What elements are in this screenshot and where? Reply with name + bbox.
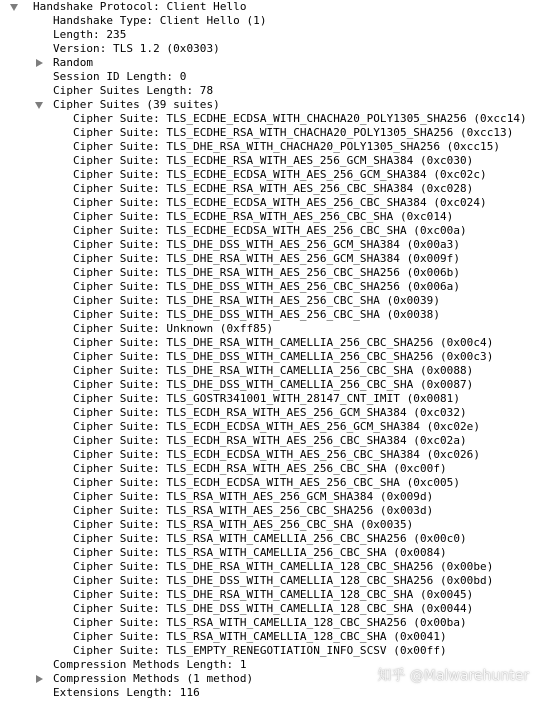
cipher-suite-label: Cipher Suite: TLS_ECDHE_ECDSA_WITH_CHACHA20_POLY1305_SHA256 (0xcc14) (73, 112, 527, 125)
cipher-suite-label: Cipher Suite: TLS_DHE_DSS_WITH_AES_256_GCM_SHA384 (0x00a3) (73, 238, 461, 251)
cipher-suite-row[interactable] (0, 294, 541, 308)
cipher-suite-row[interactable] (0, 616, 541, 630)
cipher-suite-row[interactable] (0, 532, 541, 546)
cipher-suite-label: Cipher Suite: TLS_DHE_DSS_WITH_CAMELLIA_128_CBC_SHA (0x0044) (73, 602, 474, 615)
cipher-suite-row[interactable] (0, 588, 541, 602)
extensions-length-label: Extensions Length: 116 (53, 686, 200, 699)
triangle-right-icon[interactable] (33, 672, 45, 686)
cipher-suite-label: Cipher Suite: TLS_DHE_DSS_WITH_AES_256_CBC_SHA256 (0x006a) (73, 280, 461, 293)
cipher-suite-row[interactable] (0, 308, 541, 322)
tree-row-version[interactable] (0, 42, 541, 56)
cipher-suite-label: Cipher Suite: TLS_ECDH_RSA_WITH_AES_256_CBC_SHA384 (0xc02a) (73, 434, 467, 447)
cipher-suites-length-label: Cipher Suites Length: 78 (53, 84, 214, 97)
cipher-suite-row[interactable] (0, 546, 541, 560)
cipher-suite-row[interactable] (0, 364, 541, 378)
cipher-suite-row[interactable] (0, 350, 541, 364)
cipher-suite-row[interactable] (0, 406, 541, 420)
cipher-suite-label: Cipher Suite: TLS_DHE_DSS_WITH_AES_256_CBC_SHA (0x0038) (73, 308, 440, 321)
cipher-suite-row[interactable] (0, 476, 541, 490)
tree-row-handshake-protocol[interactable] (0, 0, 541, 14)
cipher-suite-label: Cipher Suite: TLS_DHE_RSA_WITH_AES_256_GCM_SHA384 (0x009f) (73, 252, 461, 265)
tree-row-session-id-length[interactable] (0, 70, 541, 84)
cipher-suites-header-label: Cipher Suites (39 suites) (53, 98, 220, 111)
cipher-suite-label: Cipher Suite: TLS_ECDHE_RSA_WITH_AES_256_CBC_SHA (0xc014) (73, 210, 454, 223)
watermark: 知乎 @Malwarehunter (377, 668, 529, 684)
cipher-suite-label: Cipher Suite: TLS_RSA_WITH_AES_256_CBC_SHA (0x0035) (73, 518, 414, 531)
cipher-suite-list (0, 112, 541, 658)
cipher-suite-row[interactable] (0, 210, 541, 224)
cipher-suite-row[interactable] (0, 504, 541, 518)
cipher-suite-row[interactable] (0, 322, 541, 336)
cipher-suite-row[interactable] (0, 168, 541, 182)
version-label: Version: TLS 1.2 (0x0303) (53, 42, 220, 55)
triangle-down-icon[interactable] (8, 0, 20, 14)
cipher-suite-label: Cipher Suite: TLS_ECDHE_ECDSA_WITH_AES_256_CBC_SHA384 (0xc024) (73, 196, 487, 209)
cipher-suite-row[interactable] (0, 518, 541, 532)
tree-row-handshake-type[interactable] (0, 14, 541, 28)
cipher-suite-label: Cipher Suite: TLS_DHE_RSA_WITH_AES_256_CBC_SHA256 (0x006b) (73, 266, 461, 279)
triangle-down-icon[interactable] (33, 98, 45, 112)
cipher-suite-label: Cipher Suite: TLS_DHE_RSA_WITH_CAMELLIA_128_CBC_SHA256 (0x00be) (73, 560, 494, 573)
cipher-suite-row[interactable] (0, 266, 541, 280)
cipher-suite-label: Cipher Suite: TLS_DHE_RSA_WITH_CAMELLIA_256_CBC_SHA (0x0088) (73, 364, 474, 377)
cipher-suite-label: Cipher Suite: TLS_ECDH_RSA_WITH_AES_256_GCM_SHA384 (0xc032) (73, 406, 467, 419)
cipher-suite-row[interactable] (0, 490, 541, 504)
cipher-suite-row[interactable] (0, 140, 541, 154)
cipher-suite-row[interactable] (0, 280, 541, 294)
cipher-suite-row[interactable] (0, 182, 541, 196)
length-label: Length: 235 (53, 28, 127, 41)
cipher-suite-label: Cipher Suite: TLS_ECDHE_RSA_WITH_AES_256_GCM_SHA384 (0xc030) (73, 154, 474, 167)
cipher-suite-label: Cipher Suite: TLS_RSA_WITH_CAMELLIA_128_CBC_SHA256 (0x00ba) (73, 616, 467, 629)
cipher-suite-row[interactable] (0, 602, 541, 616)
cipher-suite-label: Cipher Suite: TLS_DHE_DSS_WITH_CAMELLIA_256_CBC_SHA (0x0087) (73, 378, 474, 391)
cipher-suite-row[interactable] (0, 644, 541, 658)
cipher-suite-row[interactable] (0, 154, 541, 168)
cipher-suite-label: Cipher Suite: TLS_DHE_RSA_WITH_CAMELLIA_128_CBC_SHA (0x0045) (73, 588, 474, 601)
cipher-suite-label: Cipher Suite: TLS_DHE_RSA_WITH_AES_256_CBC_SHA (0x0039) (73, 294, 440, 307)
cipher-suite-label: Cipher Suite: TLS_DHE_DSS_WITH_CAMELLIA_256_CBC_SHA256 (0x00c3) (73, 350, 494, 363)
cipher-suite-row[interactable] (0, 574, 541, 588)
cipher-suite-row[interactable] (0, 126, 541, 140)
tree-row-compression-methods-length[interactable] (0, 658, 541, 672)
cipher-suite-label: Cipher Suite: TLS_RSA_WITH_CAMELLIA_256_CBC_SHA (0x0084) (73, 546, 447, 559)
cipher-suite-row[interactable] (0, 630, 541, 644)
handshake-type-label: Handshake Type: Client Hello (1) (53, 14, 267, 27)
cipher-suite-label: Cipher Suite: TLS_GOSTR341001_WITH_28147_CNT_IMIT (0x0081) (73, 392, 461, 405)
cipher-suite-row[interactable] (0, 336, 541, 350)
cipher-suite-label: Cipher Suite: TLS_DHE_DSS_WITH_CAMELLIA_128_CBC_SHA256 (0x00bd) (73, 574, 494, 587)
cipher-suite-row[interactable] (0, 448, 541, 462)
handshake-protocol-label: Handshake Protocol: Client Hello (33, 0, 247, 13)
cipher-suite-row[interactable] (0, 238, 541, 252)
compression-methods-label: Compression Methods (1 method) (53, 672, 254, 685)
cipher-suite-label: Cipher Suite: TLS_RSA_WITH_CAMELLIA_128_CBC_SHA (0x0041) (73, 630, 447, 643)
random-label: Random (53, 56, 94, 69)
compression-methods-length-label: Compression Methods Length: 1 (53, 658, 247, 671)
tree-row-cipher-suites[interactable] (0, 98, 541, 112)
tree-row-random[interactable] (0, 56, 541, 70)
cipher-suite-row[interactable] (0, 224, 541, 238)
tree-row-compression-methods[interactable] (0, 672, 541, 686)
cipher-suite-row[interactable] (0, 112, 541, 126)
triangle-right-icon[interactable] (33, 56, 45, 70)
cipher-suite-row[interactable] (0, 392, 541, 406)
cipher-suite-row[interactable] (0, 378, 541, 392)
cipher-suite-label: Cipher Suite: TLS_ECDH_ECDSA_WITH_AES_256_CBC_SHA384 (0xc026) (73, 448, 481, 461)
cipher-suite-label: Cipher Suite: TLS_ECDHE_RSA_WITH_AES_256_CBC_SHA384 (0xc028) (73, 182, 474, 195)
cipher-suite-row[interactable] (0, 252, 541, 266)
cipher-suite-label: Cipher Suite: TLS_ECDHE_ECDSA_WITH_AES_256_GCM_SHA384 (0xc02c) (73, 168, 487, 181)
cipher-suite-row[interactable] (0, 196, 541, 210)
tree-row-cipher-suites-length[interactable] (0, 84, 541, 98)
tree-row-extensions-length[interactable] (0, 686, 541, 700)
cipher-suite-label: Cipher Suite: TLS_ECDHE_ECDSA_WITH_AES_256_CBC_SHA (0xc00a) (73, 224, 467, 237)
cipher-suite-label: Cipher Suite: TLS_ECDHE_RSA_WITH_CHACHA20_POLY1305_SHA256 (0xcc13) (73, 126, 514, 139)
cipher-suite-label: Cipher Suite: TLS_ECDH_ECDSA_WITH_AES_256_CBC_SHA (0xc005) (73, 476, 461, 489)
cipher-suite-label: Cipher Suite: TLS_RSA_WITH_AES_256_CBC_SHA256 (0x003d) (73, 504, 434, 517)
tree-row-length[interactable] (0, 28, 541, 42)
cipher-suite-label: Cipher Suite: TLS_RSA_WITH_CAMELLIA_256_CBC_SHA256 (0x00c0) (73, 532, 467, 545)
cipher-suite-label: Cipher Suite: TLS_EMPTY_RENEGOTIATION_INFO_SCSV (0x00ff) (73, 644, 447, 657)
cipher-suite-row[interactable] (0, 462, 541, 476)
cipher-suite-row[interactable] (0, 434, 541, 448)
session-id-length-label: Session ID Length: 0 (53, 70, 187, 83)
cipher-suite-label: Cipher Suite: TLS_ECDH_RSA_WITH_AES_256_CBC_SHA (0xc00f) (73, 462, 447, 475)
cipher-suite-label: Cipher Suite: TLS_RSA_WITH_AES_256_GCM_SHA384 (0x009d) (73, 490, 434, 503)
cipher-suite-row[interactable] (0, 560, 541, 574)
cipher-suite-label: Cipher Suite: TLS_ECDH_ECDSA_WITH_AES_256_GCM_SHA384 (0xc02e) (73, 420, 481, 433)
cipher-suite-label: Cipher Suite: TLS_DHE_RSA_WITH_CAMELLIA_256_CBC_SHA256 (0x00c4) (73, 336, 494, 349)
cipher-suite-row[interactable] (0, 420, 541, 434)
cipher-suite-label: Cipher Suite: TLS_DHE_RSA_WITH_CHACHA20_POLY1305_SHA256 (0xcc15) (73, 140, 501, 153)
cipher-suite-label: Cipher Suite: Unknown (0xff85) (73, 322, 274, 335)
